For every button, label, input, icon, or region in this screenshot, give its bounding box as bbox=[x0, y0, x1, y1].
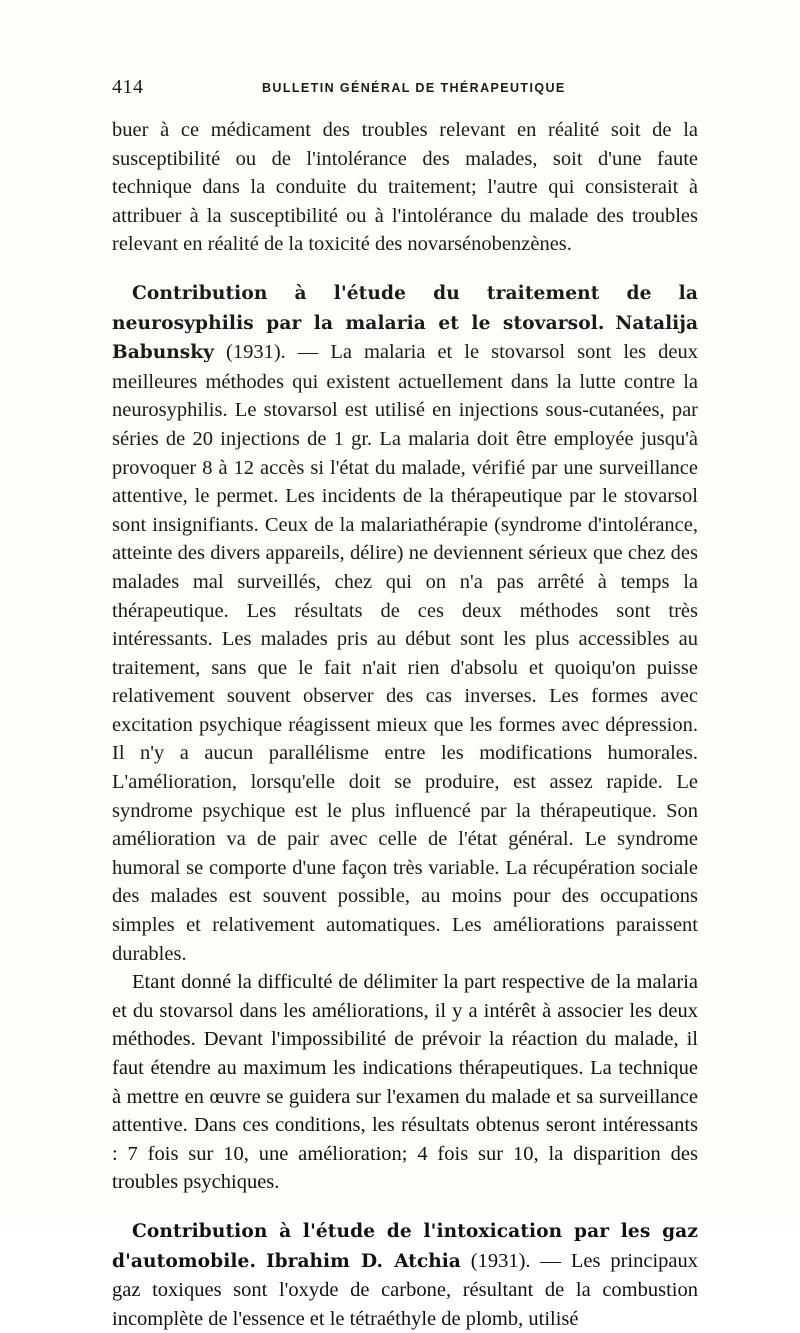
article-2-year: (1931). — bbox=[460, 1249, 571, 1272]
intro-paragraph: buer à ce médicament des troubles relevant en réalité soit de la susceptibilité ou de l'intolérance des malades, soit d'une faute technique dans la conduite du traitement; l'autre qui consisterait à attribuer à la susceptibilité ou à l'intolérance du malade des troubles relevant en réalité de la toxicité des novarsénobenzènes. bbox=[112, 119, 698, 256]
article-1-author: Natalija Babunsky bbox=[112, 312, 698, 364]
article-1 bbox=[112, 279, 698, 968]
article-1-title: Contribution à l'étude du traitement de la neurosyphilis par la malaria et le stovarsol. bbox=[112, 282, 698, 334]
running-header bbox=[112, 76, 698, 100]
article-2-author: Ibrahim D. Atchia bbox=[265, 1250, 461, 1272]
body-text bbox=[112, 116, 698, 1333]
article-1-body: La malaria et le stovarsol sont les deux meilleures méthodes qui existent actuellement dans la lutte contre la neurosyphilis. Le stovarsol est utilisé en injections sous-cutanées, par séries de 20 injections de 1 gr. La malaria doit être employée jusqu'à provoquer 8 à 12 accès si l'état du malade, vérifié par une surveillance attentive, le permet. Les incidents de la thérapeutique par le stovarsol sont insignifiants. Ceux de la malariathérapie (syndrome d'intolérance, atteinte des divers appareils, délire) ne deviennent sérieux que chez des malades mal surveillés, chez qui on n'a pas arrêté à temps la thérapeutique. Les résultats de ces deux méthodes sont très intéressants. Les malades pris au début sont les plus accessibles au traitement, sans que le fait n'ait rien d'absolu et quoiqu'on puisse relativement souvent observer des cas inverses. Les formes avec excitation psychique réagissent mieux que les formes avec dépression. Il n'y a aucun parallélisme entre les modifications humorales. L'amélioration, lorsqu'elle doit se produire, est assez rapide. Le syndrome psychique est le plus influencé par la thérapeutique. Son amélioration va de pair avec celle de l'état général. Le syndrome humoral se comporte d'une façon très variable. La récupération sociale des malades est souvent possible, au moins pour des occupations simples et relativement automatiques. Les améliorations paraissent durables. bbox=[112, 341, 698, 965]
article-1-paragraph-2: Etant donné la difficulté de délimiter la part respective de la malaria et du stovarsol dans les améliorations, il y a intérêt à associer les deux méthodes. Devant l'impossibilité de prévoir la réaction du malade, il faut étendre au maximum les indications thérapeutiques. La technique à mettre en œuvre se guidera sur l'examen du malade et sa surveillance attentive. Dans ces conditions, les résultats obtenus seront intéressants : 7 fois sur 10, une amélioration; 4 fois sur 10, la disparition des troubles psychiques. bbox=[112, 971, 698, 1194]
article-2 bbox=[112, 1217, 698, 1333]
article-1-year: (1931). — bbox=[213, 341, 331, 364]
article-2-title: Contribution à l'étude de l'intoxication par les gaz d'automobile. bbox=[112, 1220, 698, 1272]
article-2-body: Les principaux gaz toxiques sont l'oxyde de carbone, résultant de la combustion incomplète de l'essence et le tétraéthyle de plomb, utilisé bbox=[112, 1249, 698, 1330]
page-number: 414 bbox=[112, 76, 144, 98]
journal-title: BULLETIN GÉNÉRAL DE THÉRAPEUTIQUE bbox=[262, 81, 566, 95]
